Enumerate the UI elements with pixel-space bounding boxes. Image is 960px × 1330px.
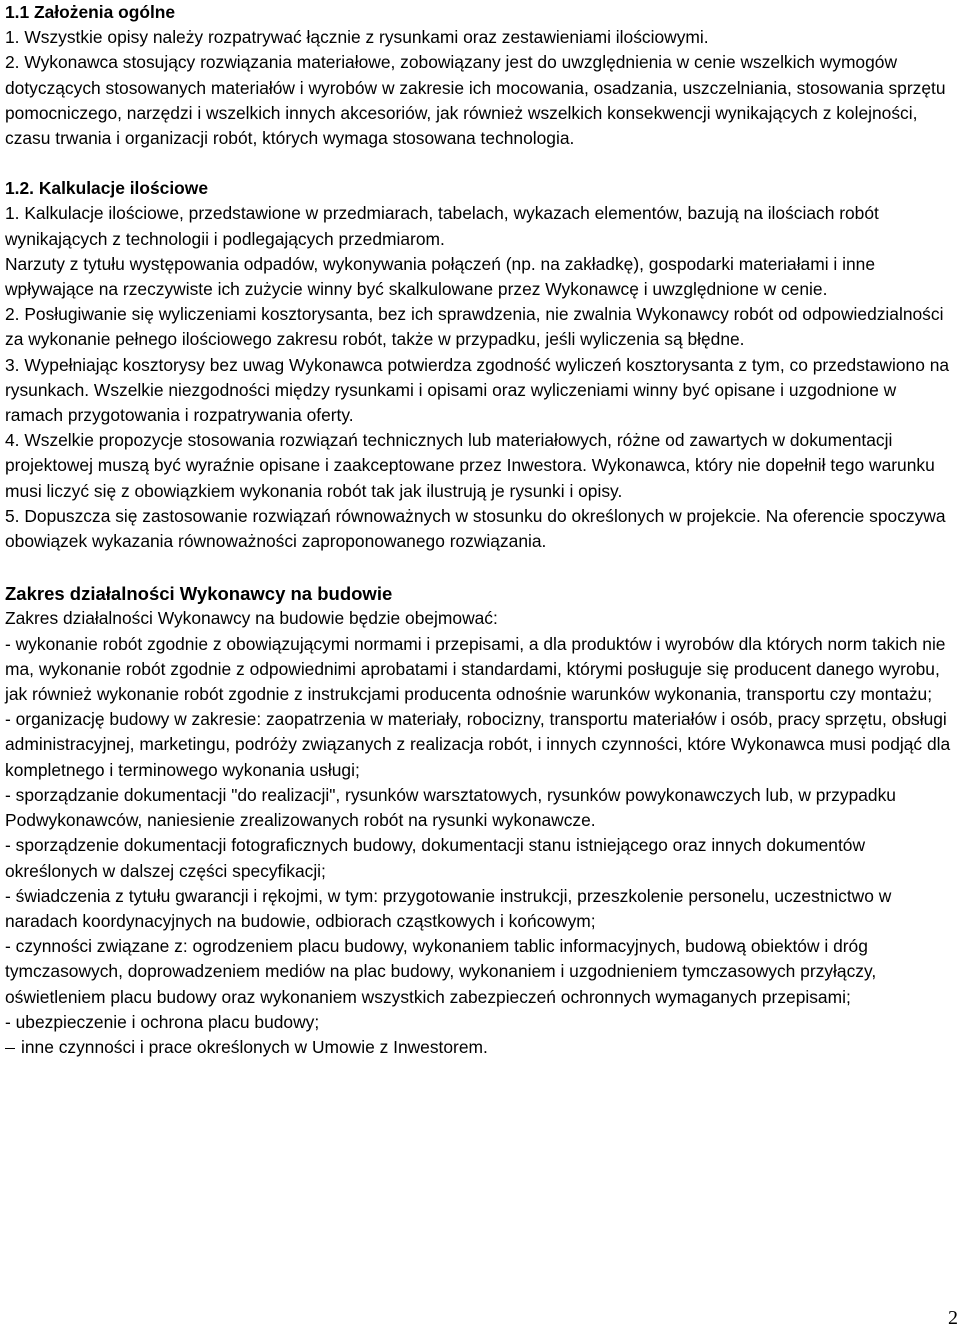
section-1-2-paragraph-2: Narzuty z tytułu występowania odpadów, wykonywania połączeń (np. na zakładkę), gospodarki materiałami i inne wpływające na rzeczywiste ich zużycie winny być skalkulowane przez Wykonawcę i uwzględnione w cenie. — [5, 253, 875, 300]
section-1-1-paragraph-2: 2. Wykonawca stosujący rozwiązania materiałowe, zobowiązany jest do uwzględnienia w cenie wszelkich wymogów dotyczących stosowanych materiałów i wyrobów w zakresie ich mocowania, osadzania, uszczelniania, stosowania sprzętu pomocniczego, narzędzi i wszelkich innych akcesoriów, jak również wszelkich konsekwencji wynikających z kolejności, czasu trwania i organizacji robót, których wymaga stosowana technologia. — [5, 52, 946, 149]
scope-item: - sporządzanie dokumentacji "do realizacji", rysunków warsztatowych, rysunków powykonawczych lub, w przypadku Podwykonawców, naniesienie zrealizowanych robót na rysunki wykonawcze. — [5, 784, 896, 831]
section-1-1-paragraph-1: 1. Wszystkie opisy należy rozpatrywać łącznie z rysunkami oraz zestawieniami ilościowymi. — [5, 27, 709, 48]
dash-bullet-icon — [5, 1048, 15, 1050]
scope-intro: Zakres działalności Wykonawcy na budowie będzie obejmować: — [5, 608, 498, 629]
spacer — [5, 151, 955, 176]
section-1-1-title: 1.1 Założenia ogólne — [5, 2, 176, 22]
scope-item: - sporządzenie dokumentacji fotograficznych budowy, dokumentacji stanu istniejącego oraz innych dokumentów określonych w dalszej części specyfikacji; — [5, 835, 866, 881]
scope-item: - czynności związane z: ogrodzeniem placu budowy, wykonaniem tablic informacyjnych, budową obiektów i dróg tymczasowych, doprowadzeniem mediów na plac budowy, wykonaniem i uzgodnieniem tymczasowych przyłączy, oświetleniem placu budowy oraz wykonaniem wszystkich zabezpieczeń ochronnych wymaganych przepisami; — [5, 936, 877, 1007]
section-1-2-paragraph-4: 3. Wypełniając kosztorysy bez uwag Wykonawca potwierdza zgodność wyliczeń kosztorysanta z tym, co przedstawiono na rysunkach. Wszelkie niezgodności między rysunkami i opisami oraz wyliczeniami winny być opisane i uzgodnione w ramach przygotowania i rozpatrywania oferty. — [5, 354, 950, 426]
section-1-2-paragraph-1: 1. Kalkulacje ilościowe, przedstawione w przedmiarach, tabelach, wykazach elementów, bazują na ilościach robót wynikających z technologii i podlegających przedmiarom. — [5, 203, 879, 249]
spacer — [5, 554, 955, 581]
page-number: 2 — [948, 1307, 958, 1329]
scope-item: - organizację budowy w zakresie: zaopatrzenia w materiały, robocizny, transportu materiałów i osób, pracy sprzętu, obsługi administracyjnej, marketingu, podróży związanych z realizacja robót, i innych czynności, które Wykonawca musi podjąć dla kompletnego i terminowego wykonania usługi; — [5, 709, 951, 780]
scope-item-last-text: inne czynności i prace określonych w Umowie z Inwestorem. — [21, 1036, 488, 1057]
scope-title: Zakres działalności Wykonawcy na budowie — [5, 583, 393, 605]
scope-item: - wykonanie robót zgodnie z obowiązującymi normami i przepisami, a dla produktów i wyrobów dla których norm takich nie ma, wykonanie robót zgodnie z odpowiednimi aprobatami i standardami, którymi posługuje się producent danego wyrobu, jak również wykonanie robót zgodnie z instrukcjami producenta odnośnie warunków wykonania, transportu czy montażu; — [5, 633, 946, 705]
document-page — [5, 0, 955, 1060]
scope-item-last — [5, 1035, 955, 1060]
section-1-2-paragraph-6: 5. Dopuszcza się zastosowanie rozwiązań równoważnych w stosunku do określonych w projekcie. Na oferencie spoczywa obowiązek wykazania równoważności zaproponowanego rozwiązania. — [5, 505, 946, 552]
scope-item: - świadczenia z tytułu gwarancji i rękojmi, w tym: przygotowanie instrukcji, przeszkolenie personelu, uczestnictwo w naradach koordynacyjnych na budowie, odbiorach cząstkowych i końcowym; — [5, 885, 892, 931]
section-1-2-title: 1.2. Kalkulacje ilościowe — [5, 178, 208, 199]
scope-item: - ubezpieczenie i ochrona placu budowy; — [5, 1011, 320, 1032]
section-1-2-paragraph-3: 2. Posługiwanie się wyliczeniami kosztorysanta, bez ich sprawdzenia, nie zwalnia Wykonawcy robót od odpowiedzialności za wykonanie pełnego ilościowego zakresu robót, także w przypadku, jeśli wyliczenia są błędne. — [5, 304, 944, 350]
section-1-2-paragraph-5: 4. Wszelkie propozycje stosowania rozwiązań technicznych lub materiałowych, różne od zawartych w dokumentacji projektowej muszą być wyraźnie opisane i zaakceptowane przez Inwestora. Wykonawca, który nie dopełnił tego warunku musi liczyć się z obowiązkiem wykonania robót tak jak ilustrują je rysunki i opisy. — [5, 430, 935, 501]
